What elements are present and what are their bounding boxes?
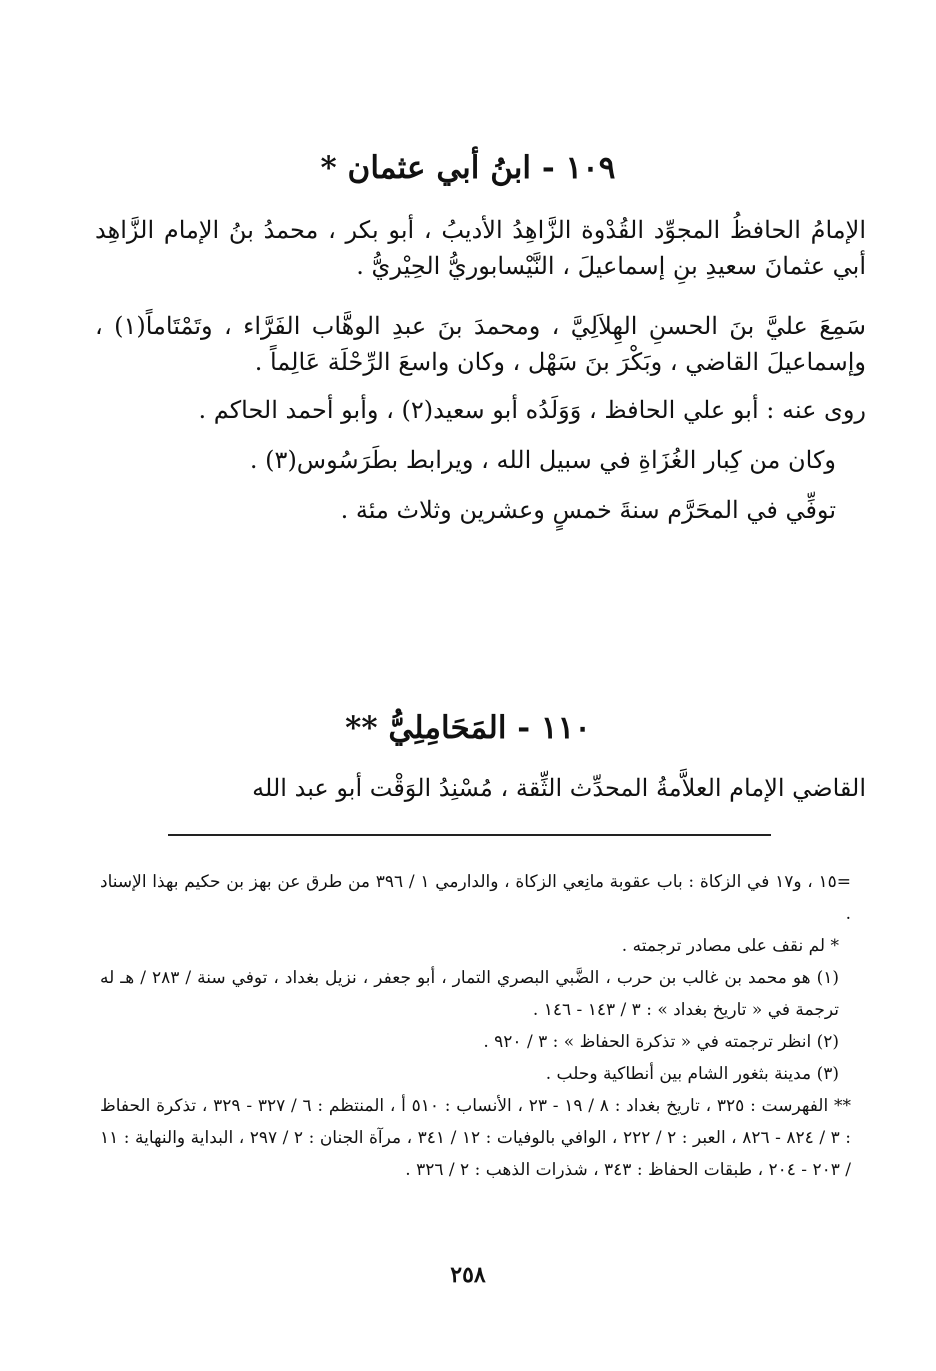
footnote-2: (٢) انظر ترجمته في « تذكرة الحفاظ » : ٣ / ٩٢٠ . <box>483 1032 839 1052</box>
footnote-3: (٣) مدينة بثغور الشام بين أنطاكية وحلب . <box>545 1064 839 1084</box>
entry-110-body <box>95 770 866 806</box>
entry-109-paragraph: روى عنه : أبو علي الحافظ ، وَوَلَدُه أبو سعيد(٢) ، وأبو أحمد الحاكم . <box>198 396 866 424</box>
entry-110-title: ١١٠ - المَحَامِلِيُّ ** <box>345 710 591 746</box>
footnote-continuation: =١٥ ، و١٧ في الزكاة : باب عقوبة مانِعي الزكاة ، والدارمي ١ / ٣٩٦ من طرق عن بهز بن حكيم بهذا الإسناد . <box>100 872 852 924</box>
entry-109-body <box>95 212 866 528</box>
entry-109-title: ١٠٩ - ابنُ أبي عثمان * <box>320 150 616 186</box>
page-number: ٢٥٨ <box>450 1262 486 1288</box>
footnote-double-star: ** الفهرست : ٣٢٥ ، تاريخ بغداد : ٨ / ١٩ - ٢٣ ، الأنساب : ٥١٠ أ ، المنتظم : ٦ / ٣٢٧ - ٣٢٩ ، تذكرة الحفاظ : ٣ / ٨٢٤ - ٨٢٦ ، العبر : ٢ / ٢٢٢ ، الوافي بالوفيات : ١٢ / ٣٤١ ، مرآة الجنان : ٢ / ٢٩٧ ، البداية والنهاية : ١١ / ٢٠٣ - ٢٠٤ ، طبقات الحفاظ : ٣٤٣ ، شذرات الذهب : ٢ / ٣٢٦ . <box>100 1096 851 1180</box>
entry-110-paragraph: القاضي الإمام العلاَّمةُ المحدِّث الثِّقة ، مُسْنِدُ الوَقْت أبو عبد الله <box>252 774 866 802</box>
entry-109-paragraph: الإمامُ الحافظُ المجوِّد القُدْوة الزَّاهِدُ الأديبُ ، أبو بكر ، محمدُ بنُ الإمام الزَّاهِد أبي عثمانَ سعيدِ بنِ إسماعيلَ ، النَّيْسابوريُّ الحِيْريُّ . <box>95 216 866 280</box>
entry-109-paragraph: توفِّي في المحَرَّم سنةَ خمسٍ وعشرين وثلاث مئة . <box>340 496 836 524</box>
entry-109-paragraph: وكان من كِبار الغُزَاةِ في سبيل الله ، ويرابط بطَرَسُوس(٣) . <box>249 446 836 474</box>
footnote-1: (١) هو محمد بن غالب بن حرب ، الضَّبي البصري التمار ، أبو جعفر ، نزيل بغداد ، توفي سنة / ٢٨٣ / هـ له ترجمة في « تاريخ بغداد » : ٣ / ١٤٣ - ١٤٦ . <box>100 968 839 1020</box>
footnotes <box>100 866 851 1186</box>
footnote-star: * لم نقف على مصادر ترجمته . <box>621 936 839 956</box>
entry-109-paragraph: سَمِعَ عليَّ بنَ الحسنِ الهِلاَلِيَّ ، ومحمدَ بنَ عبدِ الوهَّاب الفَرَّاء ، وتَمْتَاماً(١) ، وإسماعيلَ القاضي ، وبَكْرَ بنَ سَهْل ، وكان واسعَ الرِّحْلَة عَالِماً . <box>95 312 866 376</box>
footnote-separator <box>168 834 771 836</box>
